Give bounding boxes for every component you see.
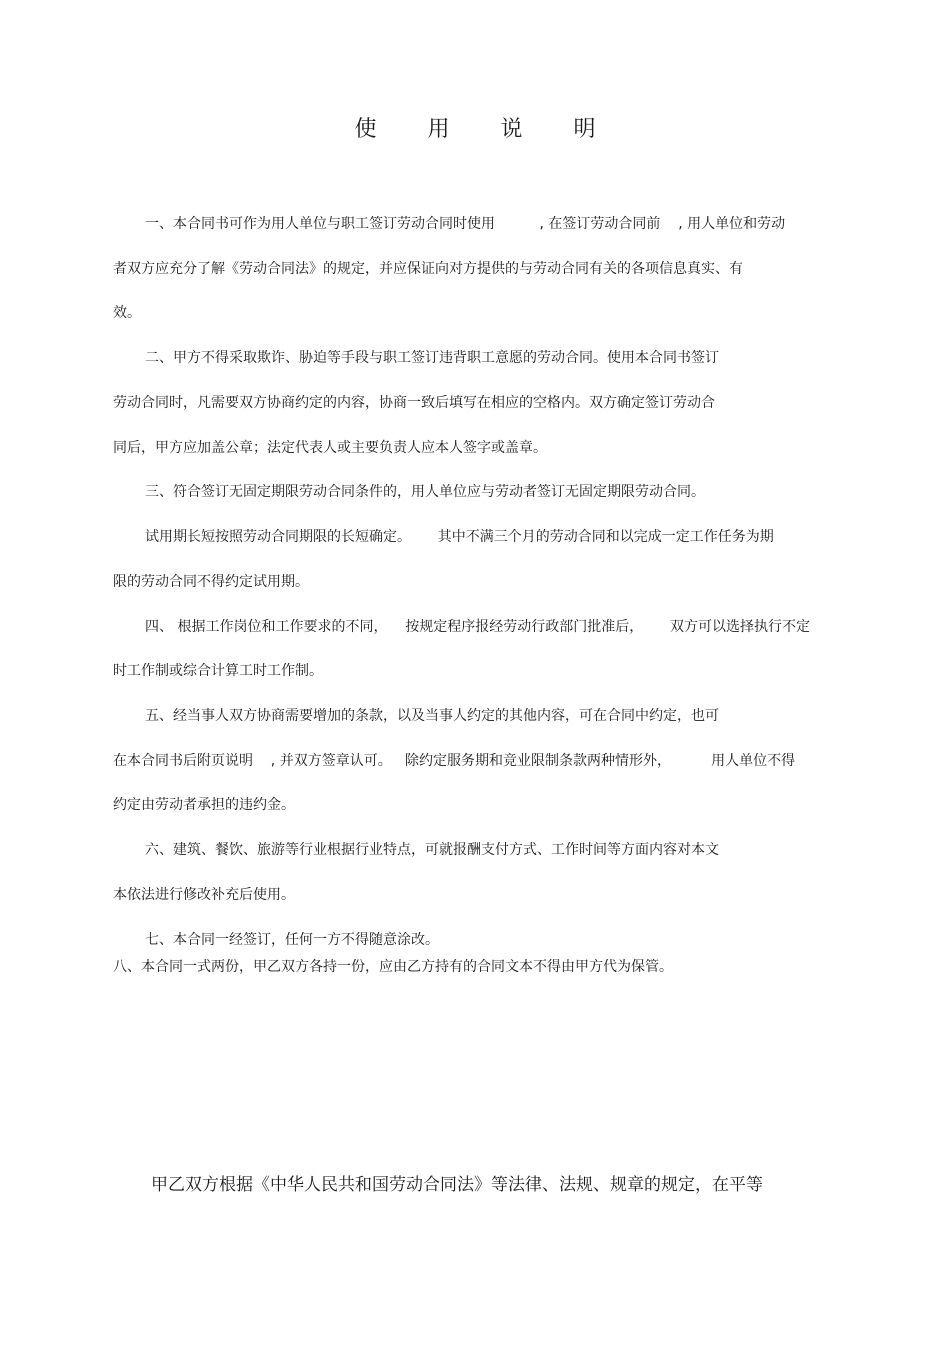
paragraph-line: 三、符合签订无固定期限劳动合同条件的，用人单位应与劳动者签订无固定期限劳动合同。	[145, 484, 705, 500]
paragraph-line: 五、经当事人双方协商需要增加的条款，以及当事人约定的其他内容，可在合同中约定，也可	[145, 708, 719, 724]
paragraph-line: 效。	[113, 305, 141, 321]
paragraph-line: 六、建筑、餐饮、旅游等行业根据行业特点，可就报酬支付方式、工作时间等方面内容对本文	[145, 842, 719, 858]
paragraph-line: 本依法进行修改补充后使用。	[113, 887, 295, 903]
paragraph-line: 七、本合同一经签订，任何一方不得随意涂改。	[145, 932, 439, 948]
page-title: 使 用 说 明	[354, 117, 618, 142]
paragraph-line: 试用期长短按照劳动合同期限的长短确定。 其中不满三个月的劳动合同和以完成一定工作任务为期	[145, 529, 774, 545]
paragraph-line: 约定由劳动者承担的违约金。	[113, 797, 295, 813]
paragraph-line: 四、 根据工作岗位和工作要求的不同， 按规定程序报经劳动行政部门批准后， 双方可以选择执行不定	[145, 619, 810, 635]
paragraph-line: 同后，甲方应加盖公章；法定代表人或主要负责人应本人签字或盖章。	[113, 440, 547, 456]
contract-preamble: 甲乙双方根据《中华人民共和国劳动合同法》等法律、法规、规章的规定，在平等	[151, 1175, 763, 1195]
paragraph-line: 劳动合同时，凡需要双方协商约定的内容，协商一致后填写在相应的空格内。双方确定签订劳动合	[113, 395, 715, 411]
paragraph-line: 时工作制或综合计算工时工作制。	[113, 663, 323, 679]
paragraph-line: 者双方应充分了解《劳动合同法》的规定，并应保证向对方提供的与劳动合同有关的各项信息真实、有	[113, 261, 743, 277]
paragraph-line: 二、甲方不得采取欺诈、胁迫等手段与职工签订违背职工意愿的劳动合同。使用本合同书签订	[145, 350, 719, 366]
paragraph-line: 在本合同书后附页说明 , 并双方签章认可。 除约定服务期和竞业限制条款两种情形外， 用人单位不得	[113, 753, 796, 769]
paragraph-line: 限的劳动合同不得约定试用期。	[113, 574, 309, 590]
paragraph-line: 八、本合同一式两份，甲乙双方各持一份，应由乙方持有的合同文本不得由甲方代为保管。	[113, 959, 673, 975]
paragraph-line: 一、本合同书可作为用人单位与职工签订劳动合同时使用 , 在签订劳动合同前 , 用人单位和劳动	[145, 216, 786, 232]
